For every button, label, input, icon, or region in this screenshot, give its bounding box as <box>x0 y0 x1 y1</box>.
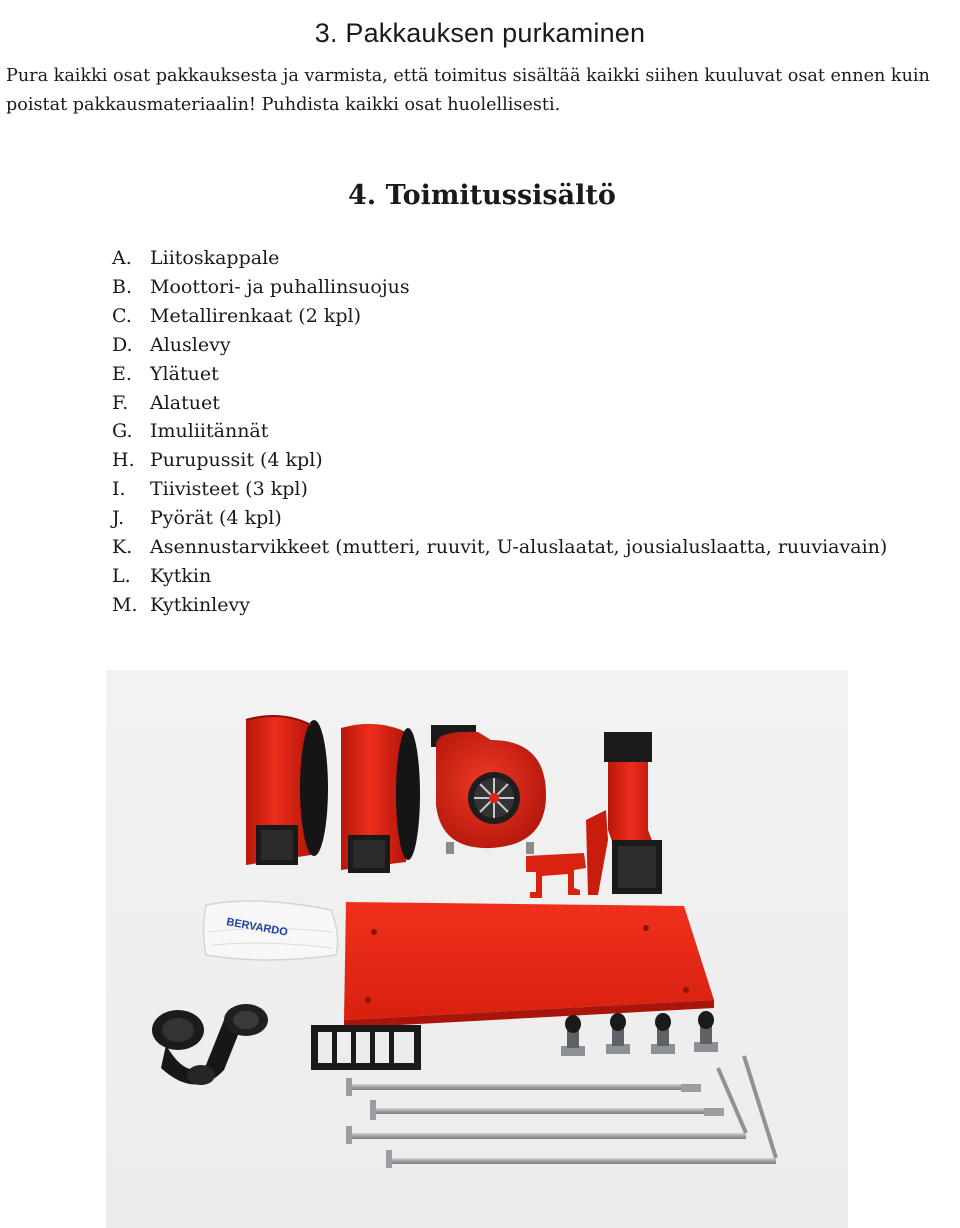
dust-bags-part <box>204 901 338 960</box>
list-item <box>112 591 887 620</box>
list-item-text: Metallirenkaat (2 kpl) <box>150 304 362 327</box>
upper-support-part <box>586 732 662 895</box>
list-item-text: Kytkin <box>150 564 212 587</box>
list-item <box>112 389 887 418</box>
list-item-text: Alatuet <box>150 391 220 414</box>
bag-logo-text: BERVARDO <box>225 916 289 939</box>
list-item-text: Ylätuet <box>150 362 219 385</box>
list-item <box>112 446 887 475</box>
list-item-letter: H. <box>112 449 135 472</box>
list-item-letter: I. <box>112 478 126 501</box>
list-item-letter: L. <box>112 564 131 587</box>
fan-cover-part <box>341 724 420 873</box>
list-item-letter: J. <box>112 507 125 530</box>
section-heading-contents: 4. Toimitussisältö <box>348 180 616 211</box>
gaskets-part <box>311 1025 421 1070</box>
list-item-letter: A. <box>112 247 132 269</box>
list-item-text: Moottori- ja puhallinsuojus <box>150 275 410 298</box>
motor-cover-part <box>246 716 328 865</box>
list-item-text: Tiivisteet (3 kpl) <box>150 478 308 501</box>
list-item-text: Aluslevy <box>150 333 231 356</box>
list-item <box>112 360 887 389</box>
casters-part <box>561 1011 718 1056</box>
list-item <box>112 302 887 331</box>
list-item-letter: F. <box>112 391 129 414</box>
switch-plate-part <box>526 853 586 898</box>
list-item <box>112 504 887 533</box>
list-item-letter: G. <box>112 420 133 443</box>
list-item-letter: D. <box>112 333 133 356</box>
list-item <box>112 533 887 562</box>
list-item-letter: E. <box>112 362 132 385</box>
list-item <box>112 331 887 360</box>
list-item-text: Purupussit (4 kpl) <box>150 449 323 472</box>
list-item-letter: M. <box>112 593 138 616</box>
intro-paragraph: Pura kaikki osat pakkauksesta ja varmista, että toimitus sisältää kaikki siihen kuuluvat osat ennen kuin poistat pakkausmateriaalin! Puhdista kaikki osat huolellisesti. <box>6 66 930 115</box>
list-item-text: Imuliitännät <box>150 420 269 443</box>
list-item-letter: C. <box>112 304 132 327</box>
list-item <box>112 475 887 504</box>
list-item <box>112 244 887 273</box>
list-item-text: Kytkinlevy <box>150 593 250 616</box>
list-item <box>112 562 887 591</box>
list-item-letter: K. <box>112 536 133 559</box>
lower-supports-part <box>346 1056 776 1168</box>
section-heading-unpacking: 3. Pakkauksen purkaminen <box>314 18 646 49</box>
contents-list <box>112 244 887 620</box>
list-item-text: Asennustarvikkeet (mutteri, ruuvit, U-aluslaatat, jousialuslaatta, ruuviavain) <box>150 536 888 559</box>
list-item-letter: B. <box>112 275 133 298</box>
list-item-text: Pyörät (4 kpl) <box>150 507 282 530</box>
list-item <box>112 417 887 446</box>
suction-inlet-part <box>152 1004 268 1085</box>
list-item-text: Liitoskappale <box>150 247 280 269</box>
blower-housing-part <box>431 725 546 854</box>
base-plate-part <box>344 902 714 1028</box>
product-parts-photo <box>106 670 848 1228</box>
list-item <box>112 273 887 302</box>
